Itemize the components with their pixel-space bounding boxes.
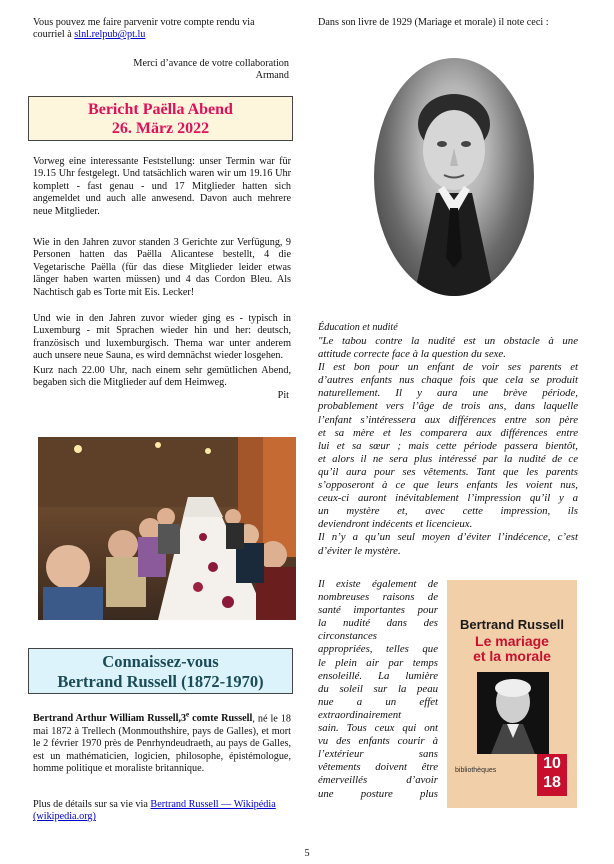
report-paragraph-1: Vorweg eine interessante Feststellung: unser Termin war für 19.15 Uhr festgelegt. Und tatsächlich waren wir um 19.16 Uhr komplett - fast genau - und 17 Mitglieder hatten sich angemeldet und auch alle anwesend. Davon auch mehrere neue Mitglieder. [33,156,291,217]
report-title: Bericht Paëlla Abend [88,101,233,118]
narrow-line: une posture plus [318,787,438,800]
narrow-line: vu des enfants courir à [318,735,438,748]
quote-line: l’enfant s’intéressera aux différences entre son père [318,413,578,426]
quote-line: "Le tabou contre la nudité est un obstacle à une [318,335,578,347]
email-link[interactable]: slnl.relpub@pt.lu [74,29,146,41]
narrow-line: nombreuses raisons de [318,591,438,604]
quote-line: lui et sa sœur ; mais cette période passera bientôt, [318,439,578,452]
wikipedia-link[interactable]: Bertrand Russell — Wikipédia (wikipedia.org) [33,799,276,823]
report-author: Pit [277,390,289,401]
narrow-line: l’extérieur sans [318,748,438,761]
quote-block [318,335,578,558]
book-series: bibliothèques [455,767,497,774]
narrow-line: Il existe également de [318,578,438,590]
quote-line: d’éviter le mystère. [318,544,401,557]
narrow-line: extraordinairement [318,708,402,721]
quote-line: s’opposeront à ce que leurs enfants les voient nus, [318,479,578,492]
narrow-line: ensoleillé. La lumière [318,669,438,682]
narrow-line: du soleil sur la peau [318,682,438,695]
signature: Armand [255,70,289,82]
narrow-line: vêtements doivent être [318,761,438,774]
narrow-line: la nudité dans des [318,617,438,630]
quote-line: et sa mère et les comparera aux différences entre [318,426,578,439]
quote-line: qu’il aura pour ses vêtements. Tant que les parents [318,465,578,478]
intro-paragraph: Vous pouvez me faire parvenir votre compte rendu via courriel à slnl.relpub@pt.lu [33,17,255,41]
report-date: 26. März 2022 [111,120,210,137]
book-photo [477,672,549,754]
report-title-box [28,96,293,141]
narrow-line: nue a un effet [318,695,438,708]
quote-line: et alors il ne sera plus intéressé par la nudité de ce [318,452,578,465]
book-cover [447,580,577,808]
thanks-block [33,58,289,83]
russell-title-line2: Bertrand Russell (1872-1970) [57,672,264,691]
narrow-line: le plein air par temps [318,656,438,669]
book-logo: 10 18 [537,754,567,796]
report-paragraph-2: Wie in den Jahren zuvor standen 3 Gerichte zur Verfügung, 9 Personen hatten das Paëlla Alicantese bestellt, 4 die Vegetarische Paëlla (für das diese Mitglieder leider etwas länger haben warten müssen) und 4 das Cordon Bleu. Als Nachtisch gab es Torte mit Eis. Lecker! [33,237,291,298]
report-paragraph-4: Kurz nach 22.00 Uhr, nach einem sehr gemütlichen Abend, begaben sich die Mitglieder auf dem Heimweg. [33,365,291,389]
narrow-line: sain. Tous ceux qui ont [318,722,438,735]
narrow-line: circonstances [318,630,377,643]
russell-title-line1: Connaissez-vous [102,652,219,671]
quote-line: ceux-ci auront inévitablement l’impression qu’il y a [318,492,578,505]
section-heading: Éducation et nudité [318,322,398,333]
quote-line: naturellement. Il y aura une brève période, [318,387,578,400]
quote-line: attitude correcte face à la question du sexe. [318,348,506,361]
narrow-line: santé importantes pour [318,604,438,617]
quote-line: Il est bon pour un enfant de voir ses parents et [318,361,578,374]
party-photo-drawing [38,437,296,620]
russell-bio: Bertrand Arthur William Russell,3e comte Russell, né le 18 mai 1872 à Trellech (Monmouthshire, pays de Galles), et mort le 2 février 1970 près de Penrhyndeudraeth, au pays de Galles, est un mathématicien, logicien, philosophe, épistémologue, homme politique et moraliste britannique. [33,711,292,775]
right-intro: Dans son livre de 1929 (Mariage et morale) il note ceci : [318,17,549,28]
narrow-line: appropriées, telles que [318,643,438,656]
more-details: Plus de détails sur sa vie via Bertrand Russell — Wikipédia (wikipedia.org) [33,799,276,823]
thanks-text: Merci d’avance de votre collaboration [133,58,289,69]
book-photo-drawing [477,672,549,754]
russell-portrait [374,58,534,296]
page-number: 5 [304,848,310,859]
narrow-text-block [318,578,438,801]
book-author: Bertrand Russell [459,617,565,632]
quote-line: probablement vers l’âge de trois ans, dans laquelle [318,400,578,413]
quote-line: d’autres enfants nus chaque fois que cela se produit [318,374,578,387]
russell-title-box [28,648,293,694]
book-title: Le mariage et la morale [473,633,551,664]
party-photo [38,437,296,620]
quote-line: un mystère et, avec cette impression, ils [318,505,578,518]
report-paragraph-3: Und wie in den Jahren zuvor wieder ging es - typisch in Luxemburg - mit Sprachen wieder hin und her: deutsch, französisch und luxemburgisch. Thema war unter anderem auch unsere neue Sauna, es wird demnächst wieder losgehen. [33,313,291,362]
quote-line: Il n’y a qu’un seul moyen d’éviter l’indécence, c’est [318,531,578,544]
russell-portrait-drawing [374,58,534,296]
narrow-line: émerveillés d’avoir [318,774,438,787]
quote-line: deviendront indécents et licencieux. [318,518,473,531]
